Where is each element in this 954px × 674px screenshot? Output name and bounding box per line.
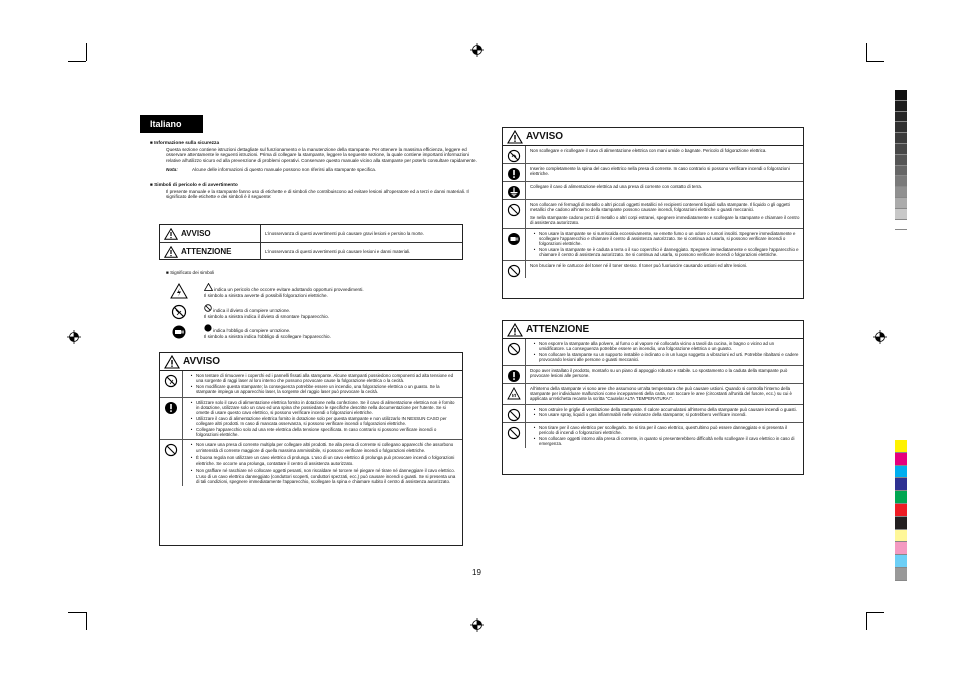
warning-row [503,164,803,182]
warning-triangle-icon [164,246,178,258]
caution-row [503,366,803,384]
caution-text: Non usare spray, liquidi o gas infiammabili nelle vicinanze della stampante; si potrebbero verificare incendi. [539,412,747,418]
meaning-item [170,304,470,320]
color-swatch [895,440,907,453]
caution-row [503,384,803,405]
color-swatch [895,555,907,568]
warning-triangle-icon [164,228,178,240]
symbol-row-attenzione [160,243,462,260]
warning-triangle-icon [204,283,213,291]
color-swatch [895,453,907,466]
color-swatch [895,101,907,112]
right-attenzione-box [502,320,804,475]
warning-text: Non usare la stampante se è caduta a terra o il suo coperchio è danneggiato. Spegnere immediatamente e scollegare l'apparecchio e chiamare il centro di assistenza autorizzato. Se si continua ad usarla, si possono verificare incendi o folgorazioni elettriche. [539,246,799,258]
prohibition-icon [507,264,521,278]
symbols-title: Simboli di pericolo e di avvertimento [154,182,238,188]
box-header [503,321,803,339]
warning-text: Collegare il cavo di alimentazione elettrica ad una presa di corrente con contatto di terra. [530,184,703,189]
note-text: Alcune delle informazioni di questo manuale possono non riferirsi alla stampante specifica. [192,167,377,173]
caution-row: • Non tirare per il cavo elettrico per scollegarlo. Se si tira per il cavo elettrico, quest'ultimo può essere danneggiato e si presenta il pericolo di incendi o folgorazioni elettriche. • Non collocare oggetti intorno alla presa di corrente, in quanto si presenterebbero difficoltà nello scollegare il cavo elettrico in caso di emergenza. [503,423,803,449]
caution-text: Dopo aver installato il prodotto, montarlo su un piano di appoggio robusto e stabile. Lo spostamento o la caduta della stampante può provocare lesioni alle persone. [530,367,788,379]
no-disassembly-icon [170,304,188,320]
safety-text: Questa sezione contiene istruzioni dettagliate sul funzionamento e la manutenzione della stampante. Per ottenere la massima efficienza, leggere ed osservare attentamente le seguenti istruzioni. Prima di collegare la stampante, leggere la seguente sezione, la quale contiene importanti informazioni relative all'utilizzo sicuro ed alla prevenzione di problemi operativi. Conservare questo manuale vicino alla stampante per poterlo consultare rapidamente. [166,146,477,163]
mandatory-icon [507,369,521,383]
color-swatch [895,517,907,530]
hot-surface-icon [507,387,521,400]
caution-row: • Non esporre la stampante alla polvere, al fumo o al vapore né collocarla vicino a tavoli da cucina, in bagno o vicino ad un umidificatore. La conseguenza potrebbe essere un incendio, una folgorazione elettrica o un guasto. • Non collocare la stampante su un supporto instabile o inclinato o in un luogo soggetto a vibrazioni ed urti. Potrebbe ribaltarsi e cadere provocando lesioni alle persone o guasti meccanici. [503,339,803,366]
warning-row [503,182,803,200]
color-swatch [895,122,907,133]
color-swatch [895,209,907,220]
grayscale-bar [895,90,907,230]
warning-text: Non collocare né fermagli di metallo o altri piccoli oggetti metallici né recipienti contenenti liquidi sulla stampante. Il liquido o gli oggetti metallici che cadono all'interno della stampante possono causare incendi, folgorazioni elettriche o guasti meccanici. [530,202,790,213]
caution-text: Non tirare per il cavo elettrico per scollegarlo. Se si tira per il cavo elettrico, quest'ultimo può essere danneggiato e si presenta il pericolo di incendi o folgorazioni elettriche. [539,424,787,436]
color-swatch [895,478,907,491]
symbol-row-avviso [160,225,462,243]
warning-triangle-icon [507,130,523,144]
color-swatch [895,504,907,517]
warning-text: Utilizzare solo il cavo di alimentazione elettrica fornito in dotazione nella confezione. Se il cavo di alimentazione elettrica non è fornito in dotazione, utilizzare solo un cavo ed una spina che possiedano le specifiche descritte nella documentazione per l'utente. Se si omette di usare questo cavo elettrico, si possono verificare incendi o folgorazioni elettriche. [196,399,455,416]
warning-row: • Non tentare di rimuovere i coperchi ed i pannelli fissati alla stampante. Alcune stampanti possiedono componenti ad alta tensione ed una sorgente di raggi laser al loro interno che possono provocare cause la folgorazione elettrica o la cecità. • Non modificare questa stampante; la conseguenza potrebbe essere un incendio, una folgorazione elettrica o un guasto. Se la stampante impiega un apparecchio laser, la sorgente del raggio laser può provocare la cecità. [160,371,462,398]
meaning-item [170,324,470,340]
registration-mark-icon [67,330,81,344]
intro-section: ■ Informazione sulla sicurezza Questa sezione contiene istruzioni dettagliate sul funzionamento e la manutenzione della stampante. Per ottenere la massima efficienza, leggere ed osservare attentamente le seguenti istruzioni. Prima di collegare la stampante, leggere la seguente sezione, la quale contiene importanti informazioni relative all'utilizzo sicuro ed alla prevenzione di problemi operativi. Conservare questo manuale vicino alla stampante per poterlo consultare rapidamente. Nota: Alcune delle informazioni di questo manuale possono non riferirsi alla stampante specifica. ■ Simboli di pericolo e di avvertimento Il presente manuale e la stampante fanno uso di etichette e di simboli che contribuiscono ad evitare lesioni all'operatore ed a terzi e danni materiali. Il significato delle etichette e dei simboli è il seguente: [150,140,480,200]
warning-row: • Utilizzare solo il cavo di alimentazione elettrica fornito in dotazione nella confezione. Se il cavo di alimentazione elettrica non è fornito in dotazione, utilizzare solo un cavo ed una spina che possiedano le specifiche descritte nella documentazione per l'utente. Se si omette di usare questo cavo elettrico, si possono verificare incendi o folgorazioni elettriche. • Utilizzare il cavo di alimentazione elettrica fornito in dotazione solo per questa stampante e non utilizzarlo IN NESSUN CASO per collegare altri prodotti. In caso di mancata osservanza, si possono verificare incendi o folgorazioni elettriche. • Collegare l'apparecchio solo ad una rete elettrica della tensione specificata. In caso contrario si possono verificare incendi o folgorazioni elettriche. [160,398,462,441]
warning-triangle-icon [164,355,180,369]
warning-text: Non scollegare e ricollegare il cavo di alimentazione elettrica con mani umide o bagnate. Pericolo di folgorazione elettrica. [530,148,767,153]
caution-row: • Non ostruire le griglie di ventilazione della stampante. Il calore accumulatosi all'interno della stampante può causare incendi o guasti. • Non usare spray, liquidi o gas infiammabili nelle vicinanze della stampante; si potrebbero verificare incendi. [503,405,803,423]
meaning-line: indica un pericolo che occorre evitare adottando opportuni provvedimenti. [214,287,364,292]
color-swatch [895,198,907,209]
warning-row: • Non usare una presa di corrente multipla per collegare altri prodotti. Se alla presa di corrente si collegano apparecchi che assorbono un'intensità di corrente maggiore di quella massima ammissibile, si possono verificare incendi o folgorazioni elettriche. • È buona regola non utilizzare un cavo elettrico di prolunga. L'uso di un cavo elettrico di prolunga può provocare incendi o folgorazioni elettriche. Se occorre una prolunga, contattare il centro di assistenza autorizzato. • Non graffiare né raschiare né collocare oggetti pesanti, non riscaldare né torcere né piegare né tirare né danneggiare il cavo elettrico. L'uso di un cavo elettrico danneggiato (conduttori scoperti, conduttori spezzati, ecc.) può causare incendi o guasti. Se si presenta una di tali condizioni, spegnere immediatamente l'apparecchio, scollegare la spina e chiamare subito il centro di assistenza autorizzato. [160,440,462,486]
prohibition-icon [507,342,521,356]
electric-warning-icon [170,283,188,299]
meaning-line: indica l'obbligo di compiere un'azione. [213,328,291,333]
meaning-line: Il simbolo a sinistra avverte di possibili folgorazioni elettriche. [204,292,328,298]
symbol-label: AVVISO [181,229,211,238]
meaning-title: Significato dei simboli [170,270,215,275]
unplug-icon [170,324,188,340]
symbol-text: L'inosservanza di questi avvertimenti può causare lesioni e danni materiali. [265,248,411,254]
registration-mark-icon [470,618,484,632]
box-title: AVVISO [183,356,221,367]
ground-icon [507,185,521,199]
prohibition-icon [164,443,178,457]
color-swatch [895,166,907,177]
meaning-item [170,283,470,299]
meaning-line: indica il divieto di compiere un'azione. [213,308,291,313]
language-tab: Italiano [140,115,203,133]
mandatory-icon [507,167,521,181]
note-label: Nota: [166,167,178,173]
color-swatch [895,220,907,231]
caution-text: Non collocare la stampante su un supporto instabile o inclinato o in un luogo soggetto a vibrazioni ed urti. Potrebbe ribaltarsi e cadere provocando lesioni alle persone o guasti meccanici. [539,351,799,363]
color-swatch [895,144,907,155]
color-bar [895,440,907,581]
box-header [503,128,803,146]
registration-mark-icon [873,330,887,344]
warning-row: • Non usare la stampante se si surriscalda eccessivamente, se emette fumo o un odore o rumori insoliti. Spegnere immediatamente e scollegare l'apparecchio e chiamare il centro di assistenza autorizzato. Se si continua ad usarla, si possono verificare incendi o folgorazioni elettriche. • Non usare la stampante se è caduta a terra o il suo coperchio è danneggiato. Spegnere immediatamente e scollegare l'apparecchio e chiamare il centro di assistenza autorizzato. Se si continua ad usarla, si possono verificare incendi o folgorazioni elettriche. [503,229,803,261]
symbol-label: ATTENZIONE [181,247,232,256]
color-swatch [895,530,907,543]
color-swatch [895,491,907,504]
warning-text: Collegare l'apparecchio solo ad una rete elettrica della tensione specificata. In caso contrario si possono verificare incendi o folgorazioni elettriche. [196,426,437,438]
color-swatch [895,542,907,555]
warning-text: Utilizzare il cavo di alimentazione elettrica fornito in dotazione solo per questa stampante e non utilizzarlo IN NESSUN CASO per collegare altri prodotti. In caso di mancata osservanza, si possono verificare incendi o folgorazioni elettriche. [196,415,447,427]
caution-text: Non esporre la stampante alla polvere, al fumo o al vapore né collocarla vicino a tavoli da cucina, in bagno o vicino ad un umidificatore. La conseguenza potrebbe essere un incendio, una folgorazione elettrica o un guasto. [539,341,775,352]
meaning-line: Il simbolo a sinistra indica il divieto di smontare l'apparecchio. [204,313,329,319]
warning-row [503,146,803,164]
mandatory-icon [204,324,212,332]
warning-text: Se nella stampante cadono pezzi di metallo o altri corpi estranei, spegnere immediatamente e scollegare la stampante e chiamare il centro di assistenza autorizzato. [530,214,800,226]
caution-text: Non ostruire le griglie di ventilazione della stampante. Il calore accumulatosi all'interno della stampante può causare incendi o guasti. [539,406,797,412]
color-swatch [895,112,907,123]
unplug-icon [507,232,521,246]
box-title: AVVISO [526,131,564,142]
warning-row [503,200,803,229]
symbol-text: L'inosservanza di questi avvertimenti può causare gravi lesioni e persino la morte. [265,230,424,236]
no-disassembly-icon [164,374,178,388]
right-avviso-box [502,127,804,299]
prohibition-icon [507,203,521,217]
warning-text: Non tentare di rimuovere i coperchi ed i pannelli fissati alla stampante. Alcune stampanti possiedono componenti ad alta tensione ed una sorgente di raggi laser al loro interno che possono provocare cause la folgorazione elettrica o la cecità. [196,373,454,384]
prohibition-icon [204,304,212,312]
warning-text: Non graffiare né raschiare né collocare oggetti pesanti, non riscaldare né torcere né piegare né tirare né danneggiare il cavo elettrico. L'uso di un cavo elettrico danneggiato (conduttori scoperti, conduttori spezzati, ecc.) può causare incendi o guasti. Se si presenta una di tali condizioni, spegnere immediatamente l'apparecchio, scollegare la spina e chiamare subito il centro di assistenza autorizzato. [196,468,456,484]
symbol-table [159,224,463,260]
symbols-text: Il presente manuale e la stampante fanno uso di etichette e di simboli che contribuiscono ad evitare lesioni all'operatore ed a terzi e danni materiali. Il significato delle etichette e dei simboli è il seguente: [166,188,469,200]
color-swatch [895,466,907,479]
color-swatch [895,90,907,101]
color-swatch [895,133,907,144]
color-swatch [895,155,907,166]
left-avviso-box [159,352,463,546]
safety-title: Informazione sulla sicurezza [154,141,220,146]
color-swatch [895,176,907,187]
registration-mark-icon [470,43,484,57]
wet-hands-prohibition-icon [507,149,521,163]
mandatory-icon [164,401,178,415]
box-title: ATTENZIONE [526,324,590,335]
box-header [160,353,462,371]
meaning-section: ■ Significato dei simboli [166,270,215,275]
warning-row [503,261,803,278]
color-swatch [895,568,907,581]
warning-text: Inserire completamente la spina del cavo elettrico nella presa di corrente. In caso contrario si possono verificare incendi o folgorazioni elettriche. [530,166,790,177]
page-number: 19 [472,568,481,577]
warning-text: Non usare una presa di corrente multipla per collegare altri prodotti. Se alla presa di corrente si collegano apparecchi che assorbono un'intensità di corrente maggiore di quella massima ammissibile, si possono verificare incendi o folgorazioni elettriche. [196,442,454,453]
caution-text: All'interno della stampante vi sono aree che assumono un'alta temperatura che può causare ustioni. Quando si controlla l'interno della stampante per individuare malfunzioni come inceppamenti della carta, non toccare le aree (circostanti all'unità del fusore, ecc.) su cui è applicata un'etichetta recante la scritta "Cautela! ALTA TEMPERATURA!". [530,385,792,402]
color-swatch [895,187,907,198]
warning-text: Non modificare questa stampante; la conseguenza potrebbe essere un incendio, una folgorazione elettrica o un guasto. Se la stampante impiega un apparecchio laser, la sorgente del raggio laser può provocare la cecità. [196,383,440,395]
warning-text: Non bruciare né le cartucce del toner né il toner stesso. Il toner può fuoriuscire causando ustioni ed altre lesioni. [530,262,748,268]
prohibition-icon [507,408,521,422]
warning-text: È buona regola non utilizzare un cavo elettrico di prolunga. L'uso di un cavo elettrico di prolunga può provocare incendi o folgorazioni elettriche. Se occorre una prolunga, contattare il centro di assistenza autorizzato. [196,455,455,466]
meaning-line: Il simbolo a sinistra indica l'obbligo di scollegare l'apparecchio. [204,333,331,339]
prohibition-icon [507,426,521,440]
warning-text: Non usare la stampante se si surriscalda eccessivamente, se emette fumo o un odore o rumori insoliti. Spegnere immediatamente e scollegare l'apparecchio e chiamare il centro di assistenza autorizzato. Se si continua ad usarla, si possono verificare incendi o folgorazioni elettriche. [539,230,796,247]
warning-triangle-icon [507,323,523,337]
caution-text: Non collocare oggetti intorno alla presa di corrente, in quanto si presenterebbero difficoltà nello scollegare il cavo elettrico in caso di emergenza. [539,435,795,447]
